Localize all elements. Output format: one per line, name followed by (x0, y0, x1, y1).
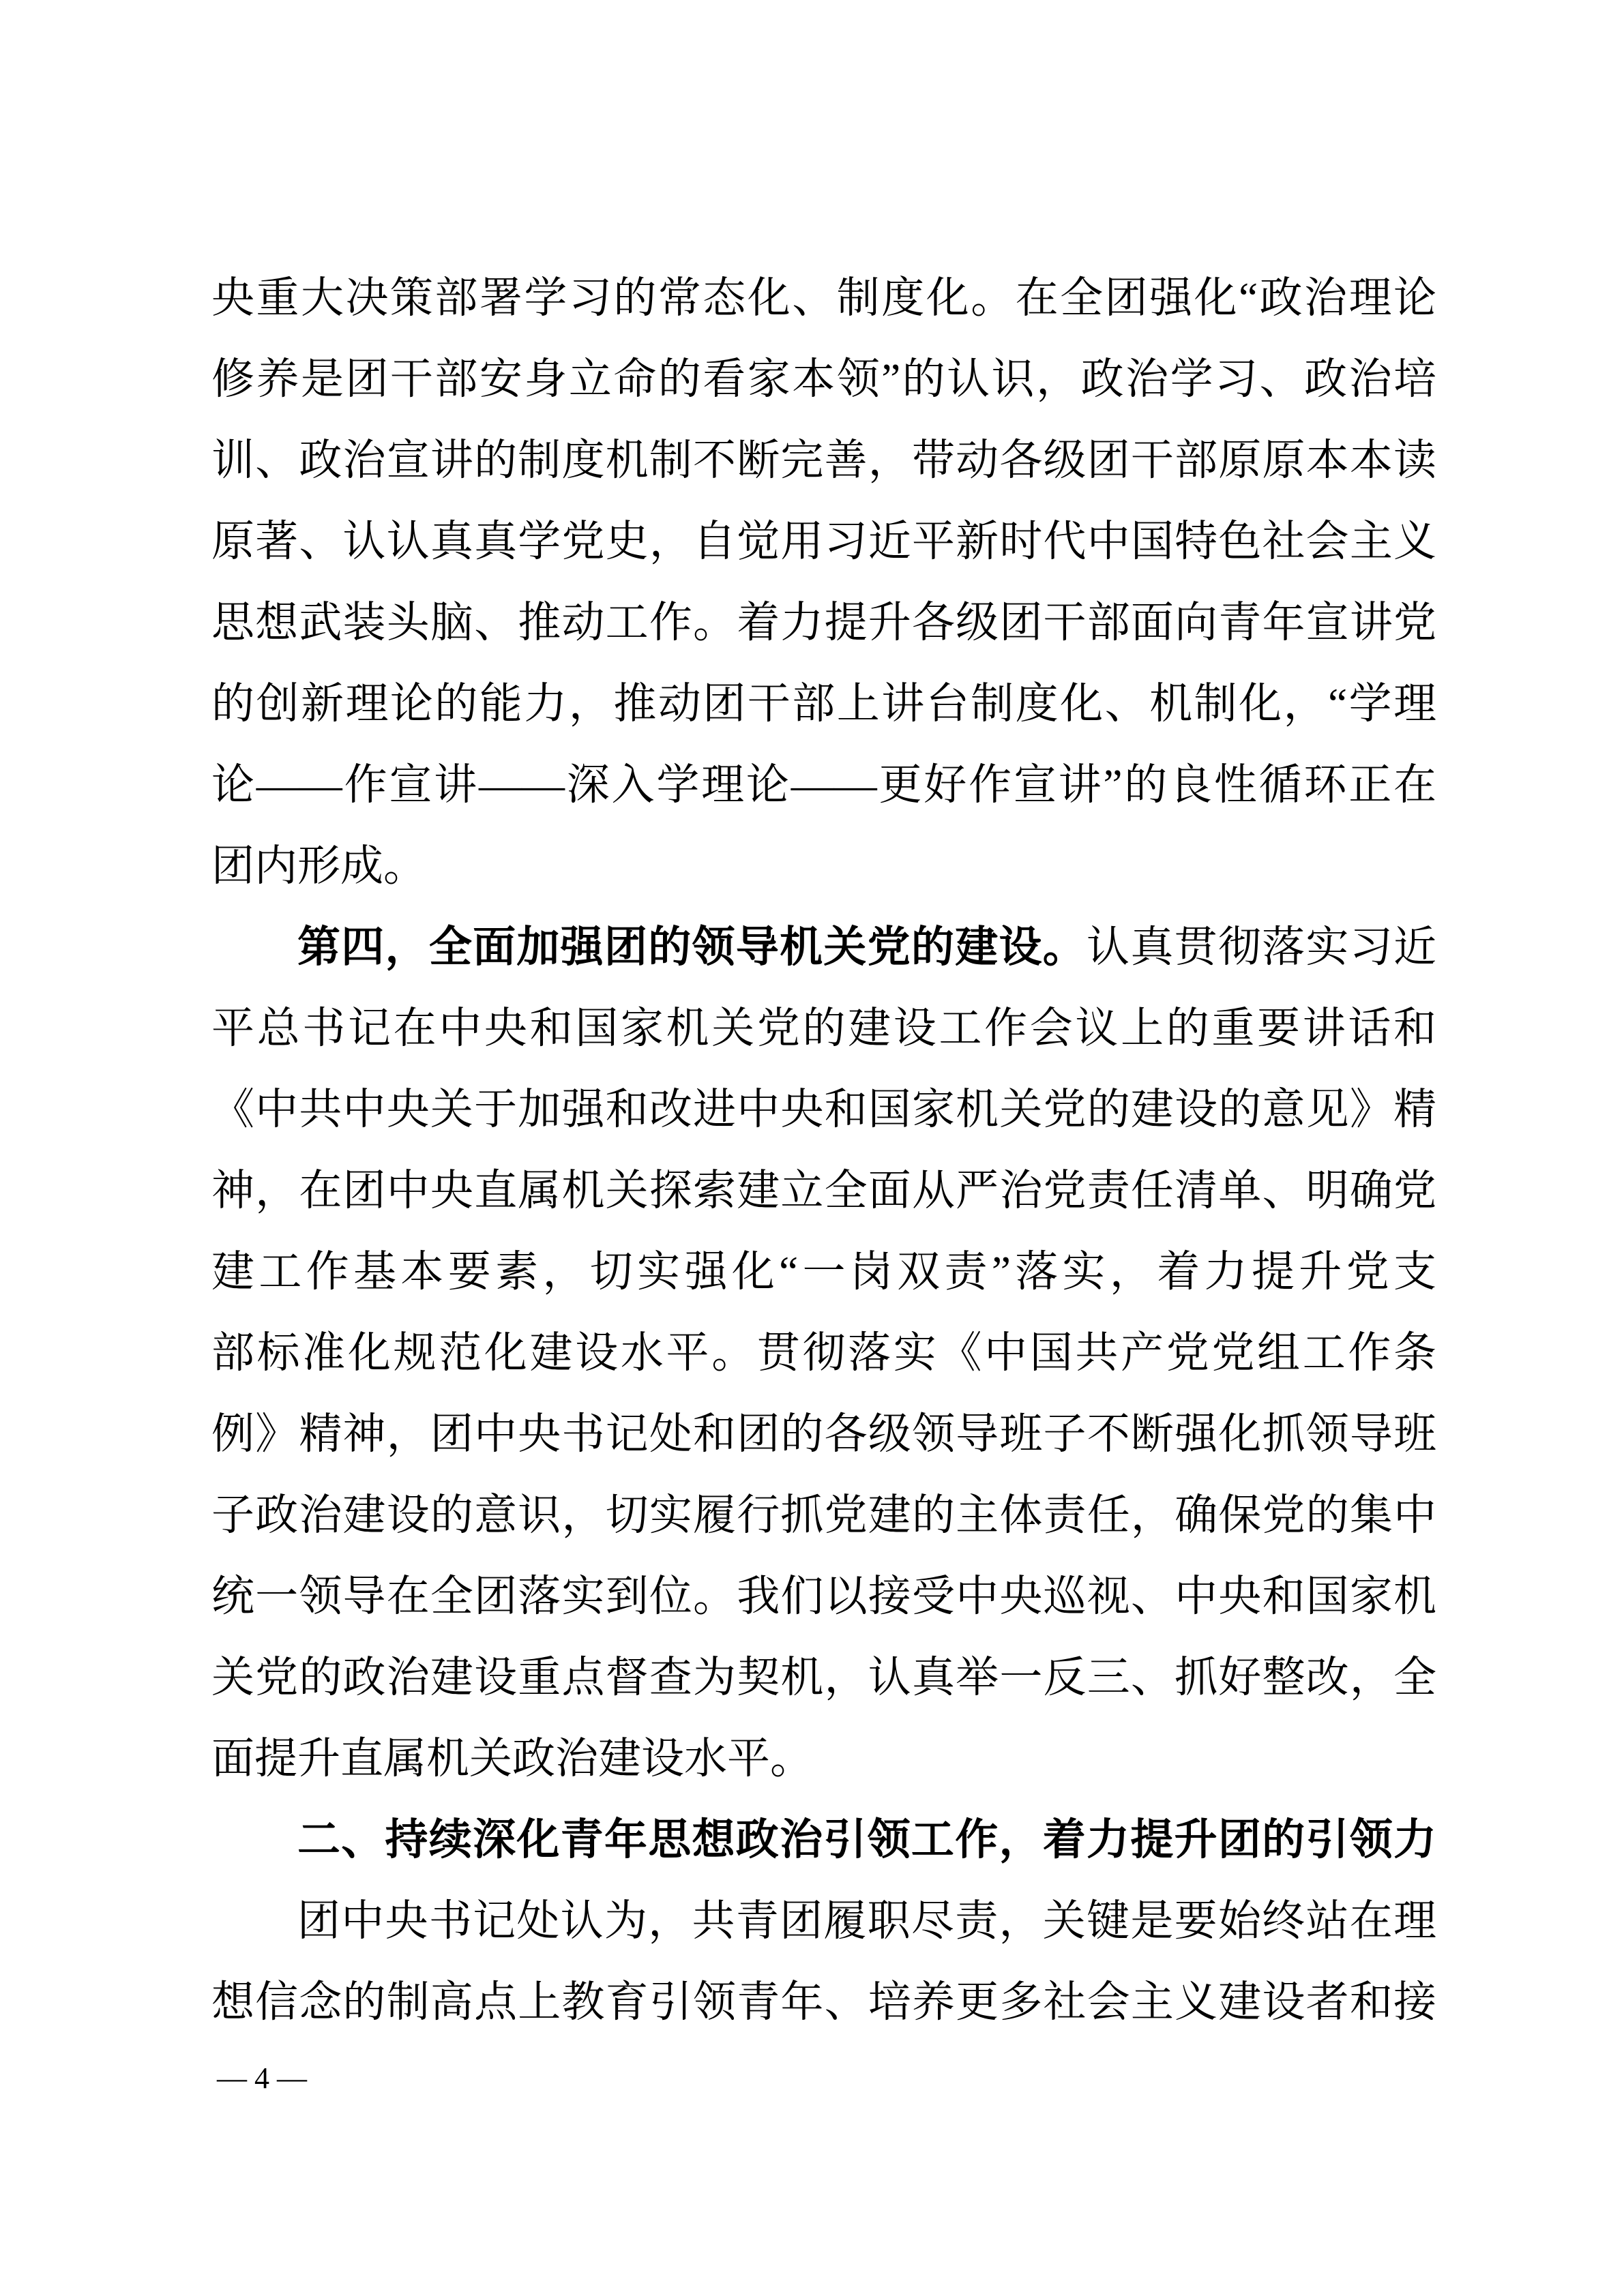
text-line (211, 1232, 1436, 1313)
text-run: 子政治建设的意识，切实履行抓党建的主体责任，确保党的集中 (211, 1491, 1436, 1539)
page-number: — 4 — (217, 2061, 307, 2095)
section-heading-line (211, 1800, 1436, 1881)
text-line (211, 501, 1436, 582)
text-run: 的创新理论的能力，推动团干部上讲台制度化、机制化，“学理 (211, 680, 1436, 728)
text-run: 面提升直属机关政治建设水平。 (211, 1735, 813, 1783)
text-run: 原著、认认真真学党史，自觉用习近平新时代中国特色社会主义 (211, 518, 1436, 565)
text-run: 思想武装头脑、推动工作。着力提升各级团干部面向青年宣讲党 (211, 599, 1436, 646)
text-line (211, 420, 1436, 501)
text-line (211, 582, 1436, 664)
text-run-bold: 第四，全面加强团的领导机关党的建设。 (297, 923, 1087, 971)
text-run: 神，在团中央直属机关探索建立全面从严治党责任清单、明确党 (211, 1167, 1436, 1214)
text-run: 认真贯彻落实习近 (1087, 923, 1437, 971)
text-run: 部标准化规范化建设水平。贯彻落实《中国共产党党组工作条 (211, 1329, 1436, 1377)
text-line (211, 1069, 1436, 1150)
text-run: 建工作基本要素，切实强化“一岗双责”落实，着力提升党支 (211, 1248, 1436, 1296)
text-run: 论——作宣讲——深入学理论——更好作宣讲”的良性循环正在 (211, 761, 1436, 809)
text-run: 统一领导在全团落实到位。我们以接受中央巡视、中央和国家机 (211, 1572, 1436, 1620)
text-line (211, 1637, 1436, 1718)
text-run: 训、政治宣讲的制度机制不断完善，带动各级团干部原原本本读 (211, 436, 1436, 484)
text-run: 《中共中央关于加强和改进中央和国家机关党的建设的意见》精 (211, 1086, 1436, 1133)
text-run: 央重大决策部署学习的常态化、制度化。在全团强化“政治理论 (211, 274, 1436, 322)
text-line (211, 826, 1436, 907)
text-run: 修养是团干部安身立命的看家本领”的认识，政治学习、政治培 (211, 355, 1436, 403)
text-run: 团内形成。 (211, 842, 426, 890)
text-line (211, 258, 1436, 339)
text-block (211, 258, 1436, 2043)
text-run: 团中央书记处认为，共青团履职尽责，关键是要始终站在理 (297, 1897, 1436, 1945)
text-line (211, 988, 1436, 1069)
text-line (211, 1556, 1436, 1637)
text-run: 想信念的制高点上教育引领青年、培养更多社会主义建设者和接 (211, 1978, 1436, 2026)
text-line (211, 1962, 1436, 2043)
text-line (211, 1150, 1436, 1232)
text-run: 例》精神，团中央书记处和团的各级领导班子不断强化抓领导班 (211, 1410, 1436, 1458)
text-line (211, 907, 1436, 988)
text-line (211, 664, 1436, 745)
text-line (211, 1475, 1436, 1556)
text-line (211, 339, 1436, 420)
text-line (211, 1881, 1436, 1962)
text-line (211, 1313, 1436, 1394)
text-line (211, 1718, 1436, 1800)
text-line (211, 745, 1436, 826)
text-run-bold: 二、持续深化青年思想政治引领工作，着力提升团的引领力 (297, 1816, 1436, 1864)
text-run: 关党的政治建设重点督查为契机，认真举一反三、抓好整改，全 (211, 1654, 1436, 1701)
text-run: 平总书记在中央和国家机关党的建设工作会议上的重要讲话和 (211, 1004, 1436, 1052)
text-line (211, 1394, 1436, 1475)
